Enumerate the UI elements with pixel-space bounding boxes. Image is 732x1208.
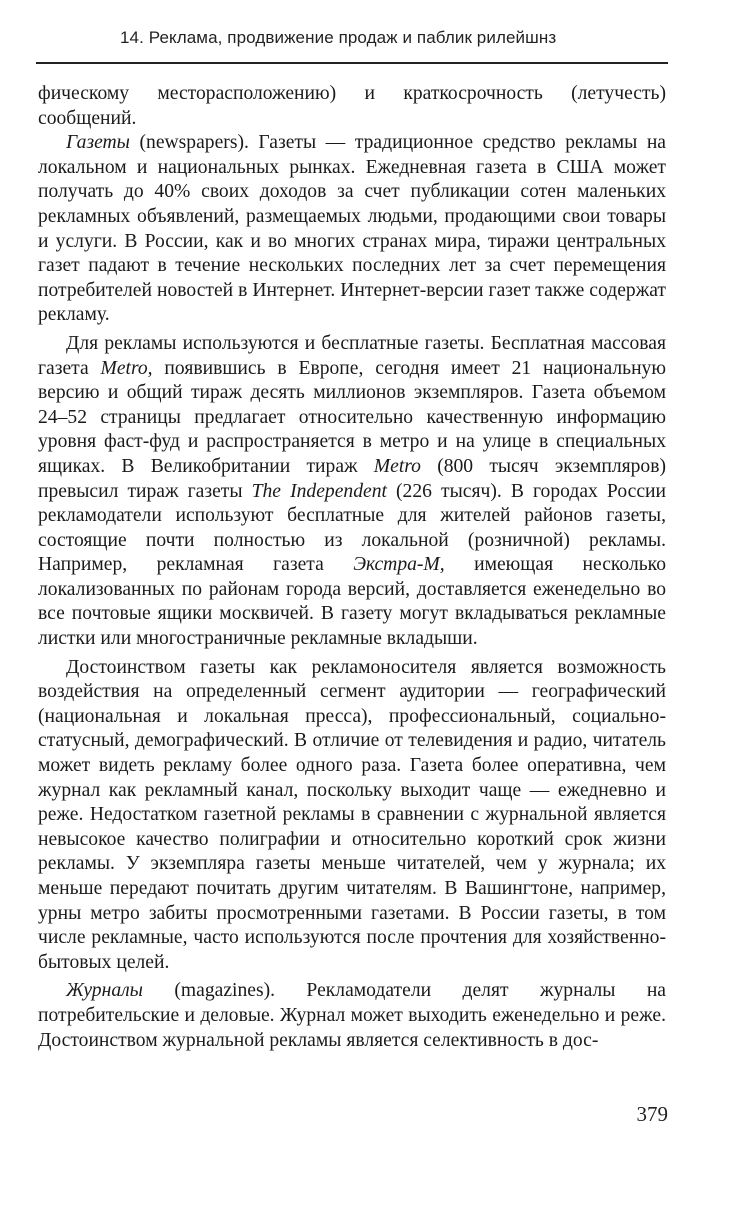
text-run: фическому месторасположению) и краткосрочность (летучесть) сообщений. (38, 83, 666, 129)
text-run: Для рекламы используются и бесплатные газеты. Бесплатная массовая газета (38, 332, 666, 379)
term-newspapers: Газеты (66, 132, 130, 154)
text-run: (226 тысяч). В городах России рекламодатели используют бесплатные для жителей районов газеты, состоящие почти полностью из локальной (розничной) рекламы. Например, рекламная газета (38, 480, 666, 576)
text-run: (newspapers). Газеты — традиционное средство рекламы на локальном и национальных рынках. Ежедневная газета в США может получать до 40% своих доходов за счет публикации сотен маленьких рекламных объявлений, размещаемых людьми, продающими свои товары и услуги. В России, как и во многих странах мира, тиражи центральных газет падают в течение нескольких последних лет за счет перемещения потребителей новостей в Интернет. Интернет-версии газет также содержат рекламу. (38, 132, 666, 326)
italic-run: Экстра-М, (353, 554, 445, 576)
term-magazines: Журналы (66, 980, 143, 1002)
paragraph (38, 131, 666, 328)
italic-run: The Independent (251, 480, 387, 502)
running-header: 14. Реклама, продвижение продаж и паблик рилейшнз (120, 28, 557, 47)
paragraph (38, 82, 666, 131)
page-number: 379 (636, 1102, 668, 1126)
text-run: имеющая несколько локализованных по районам города версий, доставляется еженедельно во все почтовые ящики москвичей. В газету могут вкладываться рекламные листки или многостраничные рекламные вкладыши. (38, 554, 667, 650)
text-run: (magazines). Рекламодатели делят журналы на потребительские и деловые. Журнал может выходить еженедельно и реже. Достоинством журнальной рекламы является селективность в дос- (38, 980, 666, 1051)
header-rule (36, 62, 668, 64)
text-run: (800 тысяч экземпляров) превысил тираж газеты (38, 455, 666, 502)
paragraph (38, 979, 666, 1053)
paragraph (38, 332, 666, 652)
italic-run: Metro (373, 455, 421, 477)
paragraph (38, 656, 666, 976)
text-run: Достоинством газеты как рекламоносителя является возможность воздействия на определенный сегмент аудитории — географический (национальная и локальная пресса), профессиональный, социально-статусный, демографический. В отличие от телевидения и радио, читатель может видеть рекламу более одного раза. Газета более оперативна, чем журнал как рекламный канал, поскольку выходит чаще — ежедневно и реже. Недостатком газетной рекламы в сравнении с журнальной является невысокое качество полиграфии и относительно короткий срок жизни рекламы. У экземпляра газеты меньше читателей, чем у журнала; их меньше передают почитать другим читателям. В Вашингтоне, например, урны метро забиты просмотренными газетами. В России газеты, в том числе рекламные, часто используются после прочтения для хозяйственно-бытовых целей. (38, 656, 666, 973)
page-body (38, 82, 666, 1053)
text-run: появившись в Европе, сегодня имеет 21 национальную версию и общий тираж десять миллионов экземпляров. Газета объемом 24–52 страницы предлагает относительно качественную информацию уровня фаст-фуд и распространяется в метро и на улице в специальных ящиках. В Великобритании тираж (38, 357, 666, 477)
italic-run: Metro, (100, 357, 153, 379)
